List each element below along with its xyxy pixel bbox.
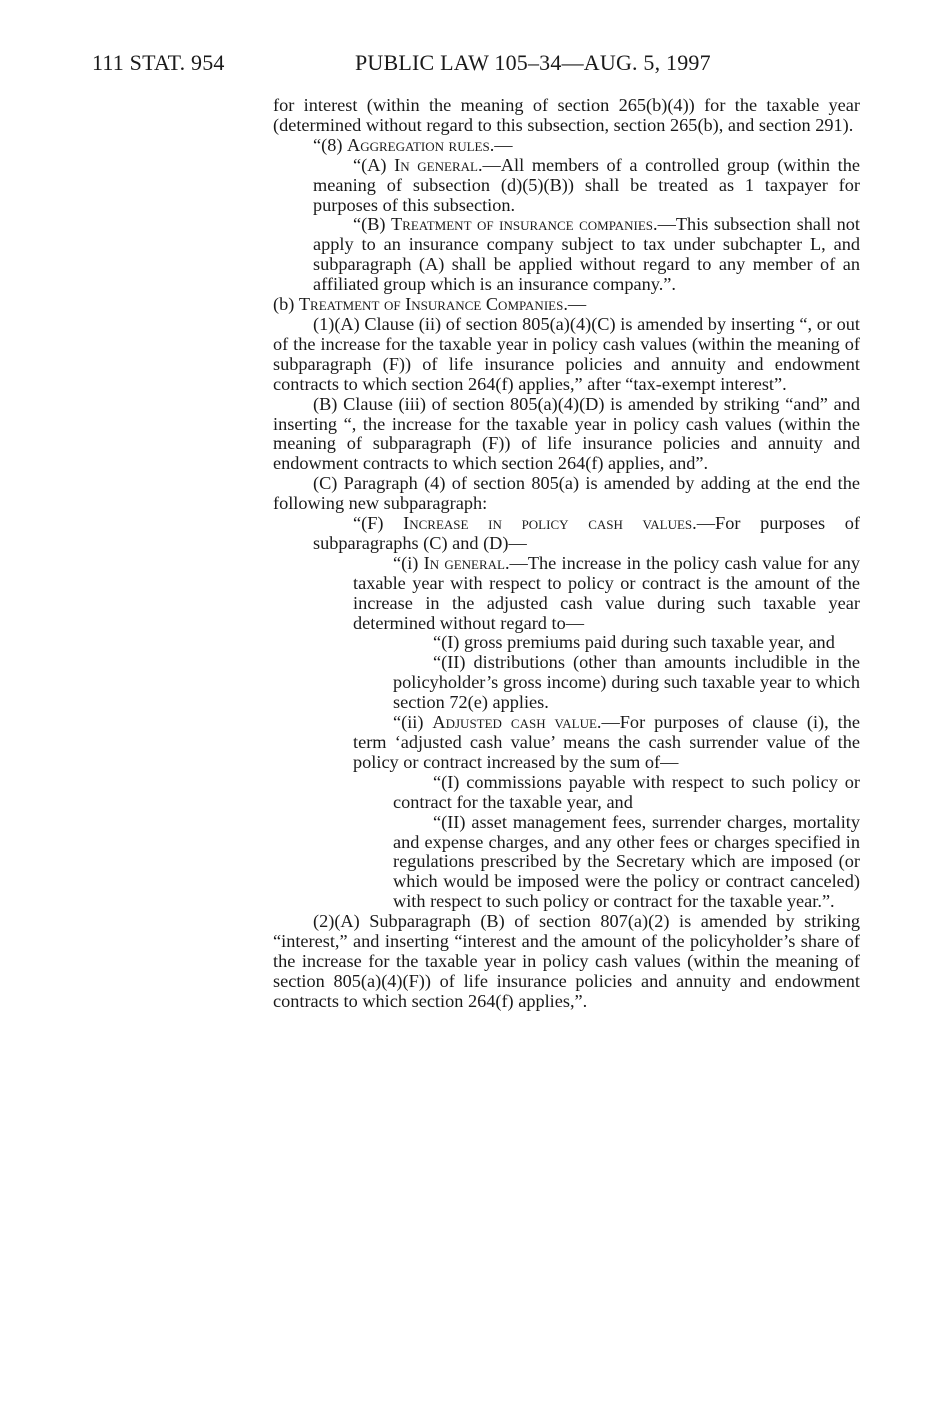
subclause-f-ii-ii: “(II) asset management fees, surrender charges, mortality and expense charges, and any other fees or charges specified in regulations prescribed by the Secretary which are imposed (or which would be imposed were the policy or contract canceled) with respect to such policy or contract for the taxable year.”. [393, 811, 860, 912]
subclause-f-i-i: “(I) gross premiums paid during such taxable year, and [433, 632, 835, 653]
paragraph-continuation: for interest (within the meaning of section 265(b)(4)) for the taxable year (determined without regard to this subsection, section 265(b), and section 291). [273, 95, 860, 135]
running-head: PUBLIC LAW 105–34—AUG. 5, 1997 [355, 50, 711, 75]
amendment-1-a: (1)(A) Clause (ii) of section 805(a)(4)(C) is amended by inserting “, or out of the increase for the taxable year in policy cash values (within the meaning of subparagraph (F)) of life insurance policies and annuity and endowment contracts to which section 264(f) applies,” after “tax-exempt interest”. [273, 313, 860, 394]
document-body [273, 96, 860, 1012]
paragraph-8-heading: “(8) Aggregation rules.— [313, 134, 513, 155]
clause-f-ii: “(ii) Adjusted cash value.—For purposes of clause (i), the term ‘adjusted cash value’ means the cash surrender value of the policy or contract increased by the sum of— [353, 712, 860, 772]
page-reference: 111 STAT. 954 [92, 50, 225, 75]
subsection-b-heading: (b) Treatment of Insurance Companies.— [273, 294, 587, 315]
amendment-1-b: (B) Clause (iii) of section 805(a)(4)(D) is amended by striking “and” and inserting “, the increase for the taxable year in policy cash values (within the meaning of subparagraph (F)) of life insurance policies and annuity and endowment contracts to which section 264(f) applies, and”. [273, 393, 860, 474]
subparagraph-f: “(F) Increase in policy cash values.—For purposes of subparagraphs (C) and (D)— [313, 513, 861, 553]
subparagraph-8-b: “(B) Treatment of insurance companies.—This subsection shall not apply to an insurance company subject to tax under subchapter L, and subparagraph (A) shall be applied without regard to any member of an affiliated group which is an insurance company.”. [313, 214, 860, 295]
subclause-f-ii-i: “(I) commissions payable with respect to such policy or contract for the taxable year, and [393, 771, 860, 812]
subclause-f-i-ii: “(II) distributions (other than amounts includible in the policyholder’s gross income) during such taxable year to which section 72(e) applies. [393, 652, 860, 713]
amendment-1-c: (C) Paragraph (4) of section 805(a) is amended by adding at the end the following new subparagraph: [273, 473, 860, 514]
clause-f-i: “(i) In general.—The increase in the policy cash value for any taxable year with respect to policy or contract is the amount of the increase in the adjusted cash value during such taxable year determined without regard to— [353, 552, 860, 633]
subparagraph-8-a: “(A) In general.—All members of a controlled group (within the meaning of subsection (d)(5)(B)) shall be treated as 1 taxpayer for purposes of this subsection. [313, 154, 861, 215]
amendment-2-a: (2)(A) Subparagraph (B) of section 807(a)(2) is amended by striking “interest,” and inserting “interest and the amount of the policyholder’s share of the increase for the taxable year in policy cash values (within the meaning of section 805(a)(4)(F)) of life insurance policies and annuity and endowment contracts to which section 264(f) applies,”. [273, 911, 860, 1011]
